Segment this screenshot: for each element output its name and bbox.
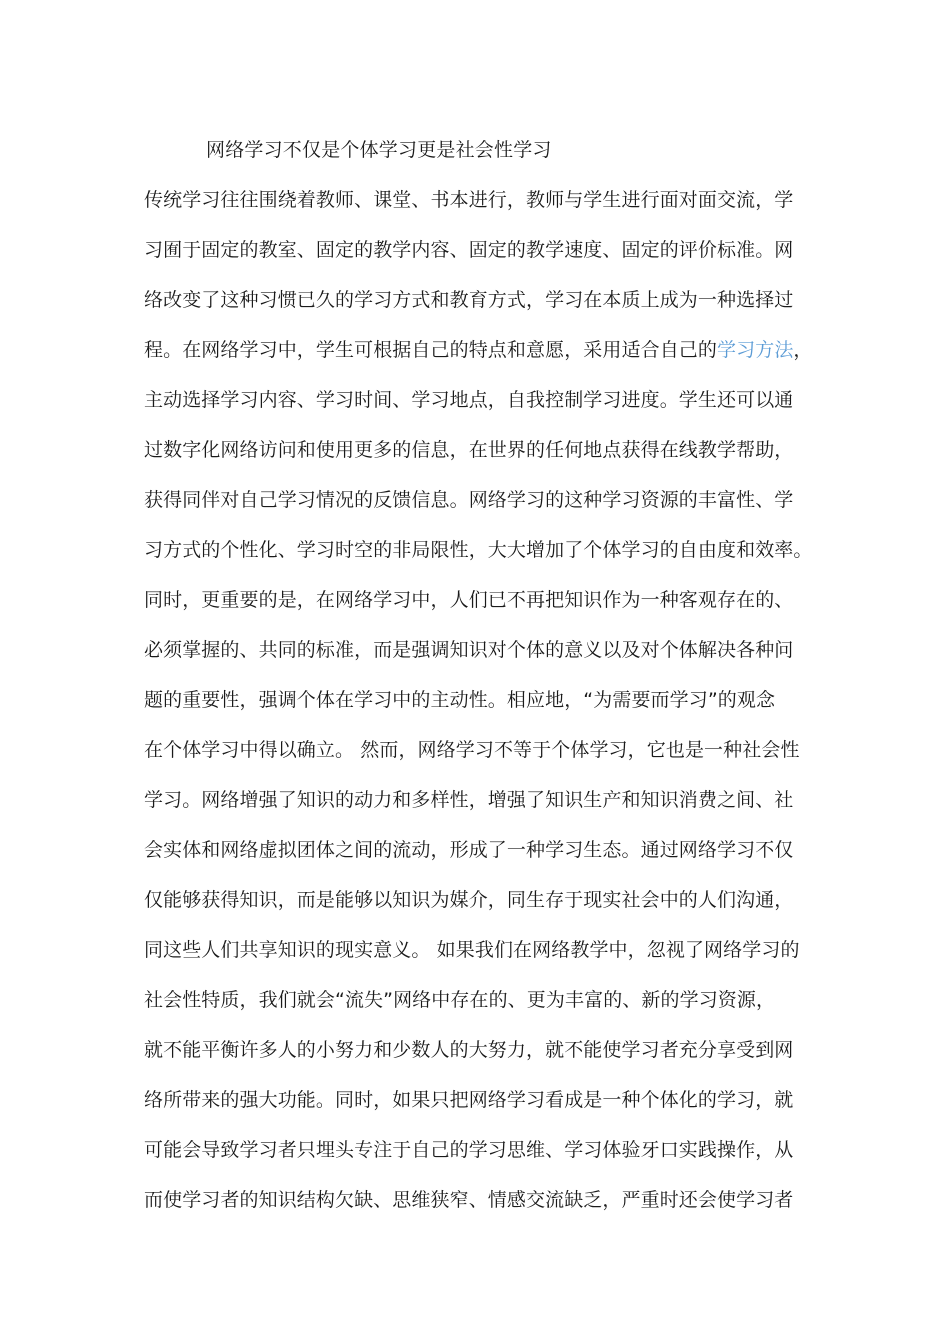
body-line: 传统学习往往围绕着教师、课堂、书本进行，教师与学生进行面对面交流，学: [144, 189, 794, 211]
body-line: 会实体和网络虚拟团体之间的流动，形成了一种学习生态。通过网络学习不仅: [144, 839, 794, 861]
body-line-punctuation: ，: [793, 339, 813, 361]
body-line: 同时，更重要的是，在网络学习中，人们已不再把知识作为一种客观存在的、: [144, 589, 794, 611]
body-line: 同这些人们共享知识的现实意义。 如果我们在网络教学中，忽视了网络学习的: [144, 939, 800, 961]
body-line-with-link: [144, 336, 824, 386]
body-line: 社会性特质，我们就会“流失”网络中存在的、更为丰富的、新的学习资源，: [144, 989, 776, 1011]
body-line: 就不能平衡许多人的小努力和少数人的大努力，就不能使学习者充分享受到网: [144, 1039, 794, 1061]
body-line: 而使学习者的知识结构欠缺、思维狭窄、情感交流缺乏，严重时还会使学习者: [144, 1189, 794, 1211]
body-line: 过数字化网络访问和使用更多的信息，在世界的任何地点获得在线教学帮助，: [144, 439, 794, 461]
body-line: 主动选择学习内容、学习时间、学习地点，自我控制学习进度。学生还可以通: [144, 389, 794, 411]
body-line: 习方式的个性化、学习时空的非局限性，大大增加了个体学习的自由度和效率。: [144, 539, 813, 561]
document-title: 网络学习不仅是个体学习更是社会性学习: [206, 139, 552, 161]
body-line: 络改变了这种习惯已久的学习方式和教育方式，学习在本质上成为一种选择过: [144, 289, 794, 311]
document-body: [144, 186, 824, 1236]
body-line: 仅能够获得知识，而是能够以知识为媒介，同生存于现实社会中的人们沟通，: [144, 889, 794, 911]
learning-method-link[interactable]: 学习方法: [717, 339, 794, 361]
body-line: 获得同伴对自己学习情况的反馈信息。网络学习的这种学习资源的丰富性、学: [144, 489, 794, 511]
body-line: 在个体学习中得以确立。 然而，网络学习不等于个体学习，它也是一种社会性: [144, 739, 800, 761]
body-line: 习囿于固定的教室、固定的教学内容、固定的教学速度、固定的评价标准。网: [144, 239, 794, 261]
body-line: 学习。网络增强了知识的动力和多样性，增强了知识生产和知识消费之间、社: [144, 789, 794, 811]
body-line-text: 程。在网络学习中，学生可根据自己的特点和意愿，采用适合自己的: [144, 339, 718, 361]
body-line: 络所带来的强大功能。同时，如果只把网络学习看成是一种个体化的学习，就: [144, 1089, 794, 1111]
body-line: 题的重要性，强调个体在学习中的主动性。相应地，“为需要而学习”的观念: [144, 689, 776, 711]
body-line: 必须掌握的、共同的标准，而是强调知识对个体的意义以及对个体解决各种问: [144, 639, 794, 661]
body-line: 可能会导致学习者只埋头专注于自己的学习思维、学习体验牙口实践操作，从: [144, 1139, 794, 1161]
